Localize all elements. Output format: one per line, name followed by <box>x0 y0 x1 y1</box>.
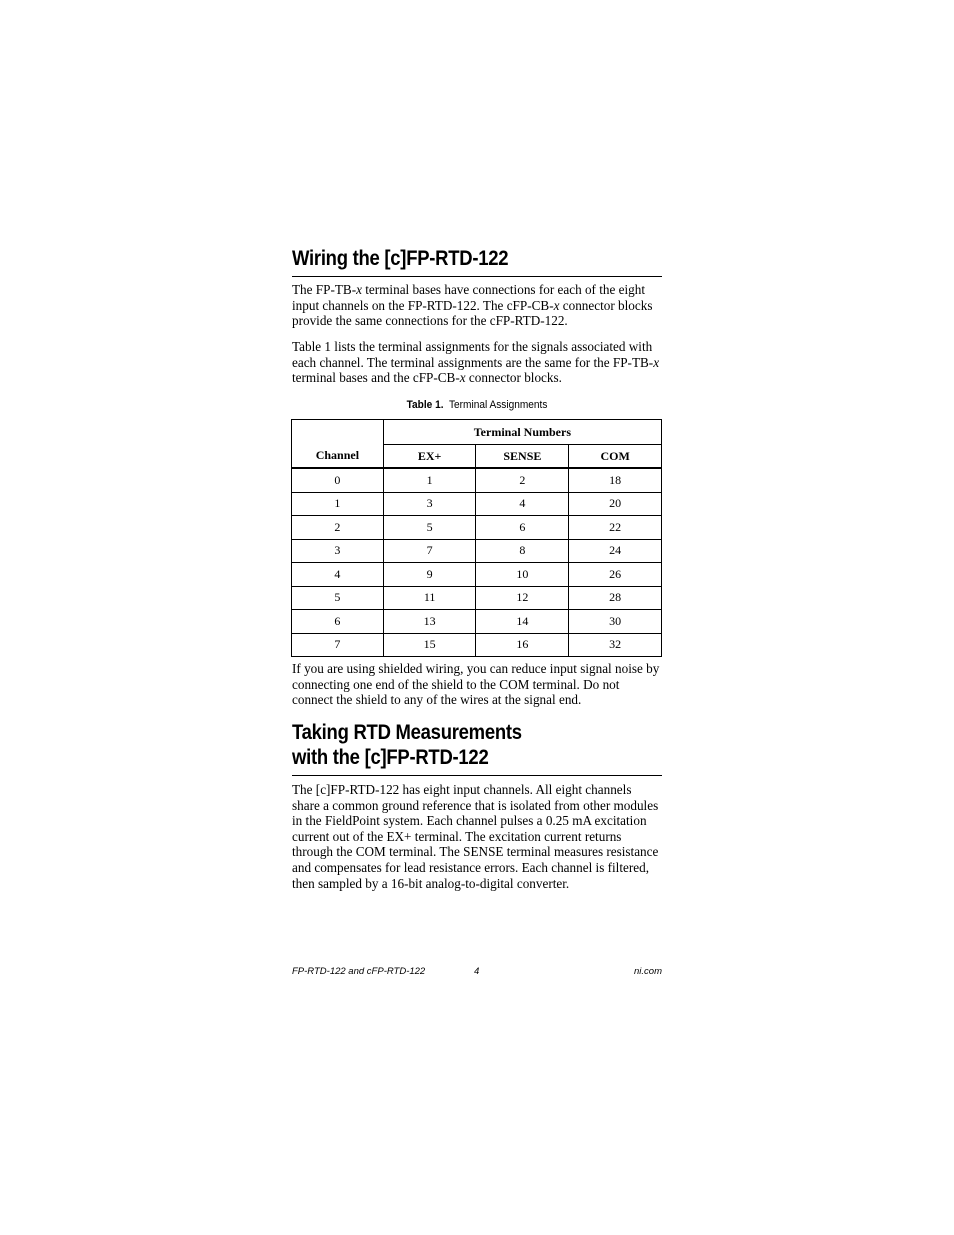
cell-ex: 5 <box>383 516 476 540</box>
paragraph-shielding: If you are using shielded wiring, you can reduce input signal noise by connecting one end of the shield to the COM terminal. Do not connect the shield to any of the wires at the signal end. <box>292 661 660 708</box>
cell-channel: 2 <box>292 516 384 540</box>
table-header-row <box>292 420 662 445</box>
cell-sense: 10 <box>476 563 569 587</box>
table-row <box>292 633 662 657</box>
cell-ex: 11 <box>383 586 476 610</box>
heading-measurements-line2: with the [c]FP-RTD-122 <box>292 746 489 769</box>
cell-channel: 4 <box>292 563 384 587</box>
heading-rule <box>292 276 662 277</box>
terminal-numbers-header: Terminal Numbers <box>383 420 661 445</box>
cell-channel: 7 <box>292 633 384 657</box>
cell-channel: 6 <box>292 610 384 634</box>
cell-channel: 0 <box>292 468 384 492</box>
cell-sense: 14 <box>476 610 569 634</box>
table-row <box>292 539 662 563</box>
cell-com: 24 <box>569 539 662 563</box>
cell-ex: 3 <box>383 492 476 516</box>
cell-sense: 12 <box>476 586 569 610</box>
cell-sense: 8 <box>476 539 569 563</box>
footer-page-number: 4 <box>474 966 480 977</box>
cell-sense: 16 <box>476 633 569 657</box>
cell-channel: 5 <box>292 586 384 610</box>
footer-left: FP-RTD-122 and cFP-RTD-122 <box>292 966 426 977</box>
cell-channel: 1 <box>292 492 384 516</box>
section-heading-wiring <box>292 246 662 271</box>
heading-wiring-title: Wiring the [c]FP-RTD-122 <box>292 247 509 270</box>
cell-com: 30 <box>569 610 662 634</box>
cell-sense: 4 <box>476 492 569 516</box>
cell-ex: 9 <box>383 563 476 587</box>
paragraph-wiring-intro: The FP-TB-x terminal bases have connections for each of the eight input channels on the FP-RTD-122. The cFP-CB-x connector blocks provide the same connections for the cFP-RTD-122. <box>292 282 653 329</box>
table-row <box>292 563 662 587</box>
heading-rule <box>292 775 662 776</box>
cell-com: 28 <box>569 586 662 610</box>
cell-com: 32 <box>569 633 662 657</box>
col-header-sense: SENSE <box>476 445 569 469</box>
col-header-com: COM <box>569 445 662 469</box>
table-row <box>292 516 662 540</box>
table-caption <box>307 399 647 412</box>
cell-com: 18 <box>569 468 662 492</box>
paragraph-measurements: The [c]FP-RTD-122 has eight input channels. All eight channels share a common ground reference that is isolated from other modules in the FieldPoint system. Each channel pulses a 0.25 mA excitation current out of the EX+ terminal. The excitation current returns through the COM terminal. The SENSE terminal measures resistance and compensates for lead resistance errors. Each channel is filtered, then sampled by a 16-bit analog-to-digital converter. <box>292 782 659 891</box>
terminal-assignments-table <box>291 419 662 657</box>
heading-measurements-line1: Taking RTD Measurements <box>292 721 522 744</box>
table-row <box>292 586 662 610</box>
table-row <box>292 468 662 492</box>
table-row <box>292 492 662 516</box>
table-caption-text: Terminal Assignments <box>448 399 548 411</box>
channel-header: Channel <box>292 420 384 469</box>
cell-com: 20 <box>569 492 662 516</box>
cell-sense: 2 <box>476 468 569 492</box>
cell-ex: 15 <box>383 633 476 657</box>
cell-ex: 7 <box>383 539 476 563</box>
paragraph-table-intro: Table 1 lists the terminal assignments for the signals associated with each channel. The terminal assignments are the same for the FP-TB-x terminal bases and the cFP-CB-x connector blocks. <box>292 339 660 386</box>
cell-sense: 6 <box>476 516 569 540</box>
cell-ex: 1 <box>383 468 476 492</box>
cell-com: 26 <box>569 563 662 587</box>
table-row <box>292 610 662 634</box>
col-header-ex: EX+ <box>383 445 476 469</box>
table-caption-label: Table 1. <box>406 399 444 411</box>
footer-right: ni.com <box>634 966 662 977</box>
section-heading-measurements <box>292 720 662 770</box>
cell-com: 22 <box>569 516 662 540</box>
cell-channel: 3 <box>292 539 384 563</box>
cell-ex: 13 <box>383 610 476 634</box>
